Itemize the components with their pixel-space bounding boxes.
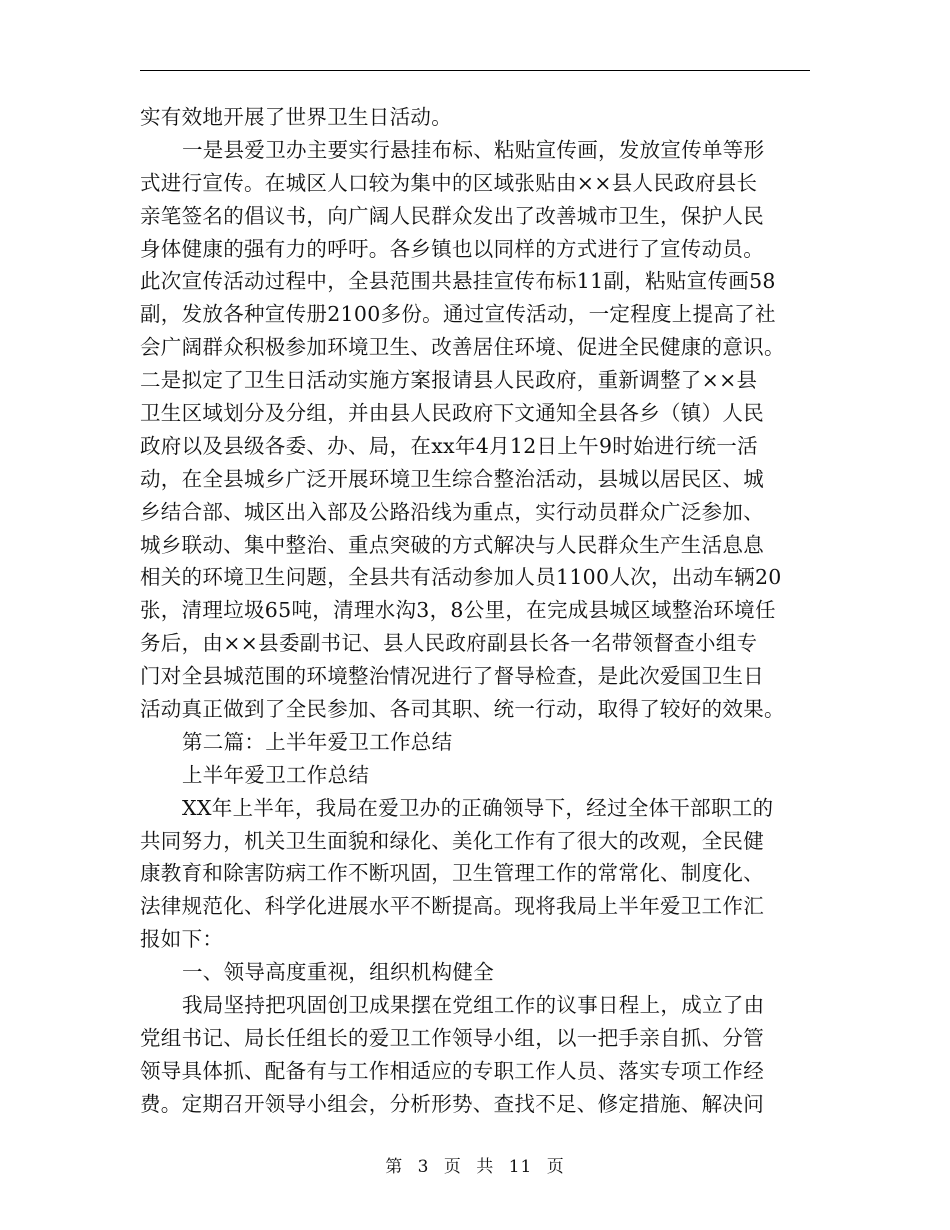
text-line: 上半年爱卫工作总结 (182, 762, 370, 787)
footer-page-number: 3 (417, 1157, 430, 1177)
text-line: 我局坚持把巩固创卫成果摆在党组工作的议事日程上，成立了由 (182, 993, 765, 1018)
text-line: 此次宣传活动过程中，全县范围共悬挂宣传布标11副，粘贴宣传画58 (140, 269, 776, 294)
text-line: 相关的环境卫生问题，全县共有活动参加人员1100人次，出动车辆20 (140, 565, 782, 590)
text-line: 实有效地开展了世界卫生日活动。 (140, 105, 452, 129)
text-line: 二是拟定了卫生日活动实施方案报请县人民政府，重新调整了××县 (140, 368, 758, 393)
text-line: 政府以及县级各委、办、局，在xx年4月12日上午9时始进行统一活 (140, 433, 758, 458)
text-line: 领导具体抓、配备有与工作相适应的专职工作人员、落实专项工作经 (140, 1058, 764, 1083)
text-line: 报如下： (140, 927, 224, 952)
document-body (140, 101, 820, 1121)
text-line: 身体健康的强有力的呼吁。各乡镇也以同样的方式进行了宣传动员。 (140, 236, 764, 261)
text-line: 副，发放各种宣传册2100多份。通过宣传活动，一定程度上提高了社 (140, 302, 776, 327)
text-line: 张，清理垃圾65吨，清理水沟3，8公里，在完成县城区域整治环境任 (140, 598, 776, 623)
text-line: XX年上半年，我局在爱卫办的正确领导下，经过全体干部职工的 (182, 795, 774, 820)
text-line: 门对全县城范围的环境整治情况进行了督导检查，是此次爱国卫生日 (140, 664, 764, 689)
text-line: 动，在全县城乡广泛开展环境卫生综合整治活动，县城以居民区、城 (140, 466, 764, 491)
header-rule (140, 70, 810, 71)
text-line: 活动真正做到了全民参加、各司其职、统一行动，取得了较好的效果。 (140, 697, 785, 722)
text-line: 第二篇：上半年爱卫工作总结 (182, 729, 453, 754)
footer-total-label: 共 (476, 1157, 495, 1177)
text-line: 会广阔群众积极参加环境卫生、改善居住环境、促进全民健康的意识。 (140, 335, 785, 360)
text-line: 党组书记、局长任组长的爱卫工作领导小组，以一把手亲自抓、分管 (140, 1025, 764, 1050)
text-line: 一、领导高度重视，组织机构健全 (182, 960, 494, 985)
footer-prefix: 第 (385, 1157, 404, 1177)
text-line: 一是县爱卫办主要实行悬挂布标、粘贴宣传画，发放宣传单等形 (182, 137, 765, 162)
text-line: 卫生区域划分及分组，并由县人民政府下文通知全县各乡（镇）人民 (140, 401, 764, 426)
text-line: 法律规范化、科学化进展水平不断提高。现将我局上半年爱卫工作汇 (140, 894, 764, 919)
text-line: 务后，由××县委副书记、县人民政府副县长各一名带领督查小组专 (140, 631, 758, 656)
text-line: 式进行宣传。在城区人口较为集中的区域张贴由××县人民政府县长 (140, 170, 758, 195)
text-line: 乡结合部、城区出入部及公路沿线为重点，实行动员群众广泛参加、 (140, 499, 764, 524)
footer-mid: 页 (443, 1157, 462, 1177)
text-line: 费。定期召开领导小组会，分析形势、查找不足、修定措施、解决问 (140, 1091, 764, 1116)
footer-suffix: 页 (546, 1157, 565, 1177)
text-line: 亲笔签名的倡议书，向广阔人民群众发出了改善城市卫生，保护人民 (140, 203, 764, 228)
text-line: 共同努力，机关卫生面貌和绿化、美化工作有了很大的改观，全民健 (140, 828, 764, 853)
text-line: 康教育和除害防病工作不断巩固，卫生管理工作的常常化、制度化、 (140, 861, 764, 886)
text-line: 城乡联动、集中整治、重点突破的方式解决与人民群众生产生活息息 (140, 532, 764, 557)
footer-total-pages: 11 (508, 1157, 533, 1177)
page-footer (0, 1152, 950, 1177)
